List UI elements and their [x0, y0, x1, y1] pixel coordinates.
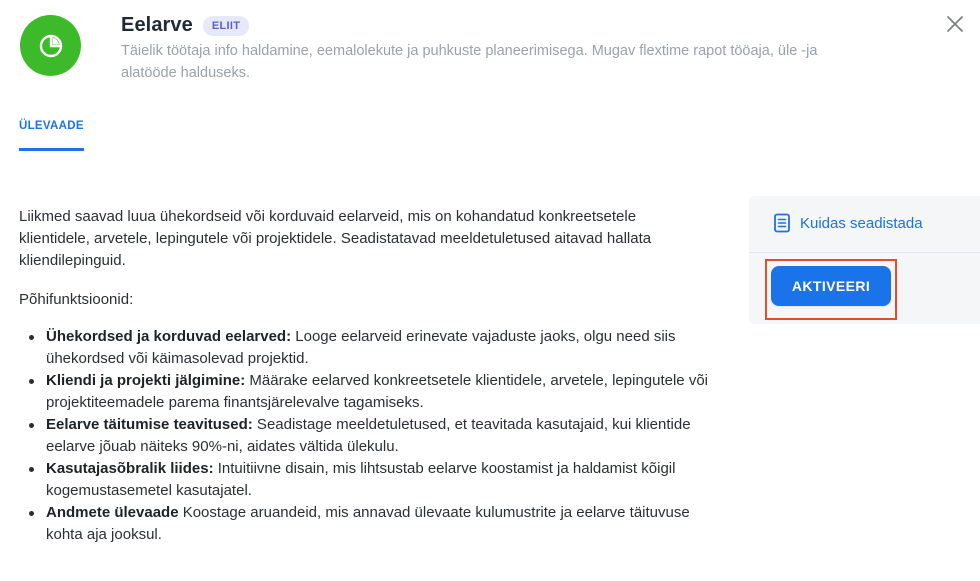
app-description: Täielik töötaja info haldamine, eemalolekute ja puhkuste planeerimisega. Mugav flextime rapot tööaja, üle -ja alatööde halduseks.	[121, 43, 818, 81]
overview-content	[19, 206, 709, 546]
feature-title: Kliendi ja projekti jälgimine:	[46, 372, 246, 389]
action-panel	[749, 196, 980, 324]
feature-text: Seadistage meeldetuletused, et teavitada kasutajaid, kui klientide eelarve jõuab näiteks 90%-ni, aidates vältida ülekulu.	[46, 416, 691, 455]
list-item	[19, 458, 709, 502]
tier-badge: ELIIT	[203, 16, 249, 36]
list-item	[19, 414, 709, 458]
intro-paragraph: Liikmed saavad luua ühekordseid või korduvaid eelarveid, mis on kohandatud konkreetsetele klientidele, arvetele, lepingutele või projektidele. Seadistatavad meeldetuletused aitavad hallata kliendilepinguid.	[19, 208, 652, 269]
title-row	[121, 14, 249, 37]
divider	[749, 252, 980, 253]
how-to-setup-label: Kuidas seadistada	[800, 214, 923, 232]
feature-text: Koostage aruandeid, mis annavad ülevaate kulumustrite ja eelarve täituvuse kohta aja jooksul.	[46, 504, 690, 543]
how-to-setup-link[interactable]	[773, 213, 923, 233]
list-item	[19, 326, 709, 370]
feature-list	[19, 326, 709, 546]
pie-chart-icon	[20, 15, 81, 76]
close-button[interactable]	[944, 13, 966, 35]
activate-button[interactable]: AKTIVEERI	[771, 266, 891, 306]
feature-text: Looge eelarveid erinevate vajaduste jaoks, olgu need siis ühekordsed või käimasolevad projektid.	[46, 328, 676, 367]
close-icon	[946, 15, 964, 33]
feature-text: Määrake eelarved konkreetsetele klientidele, arvetele, lepingutele või projektiteemadele parema finantsjärelevalve tagamiseks.	[46, 372, 708, 411]
list-item	[19, 502, 709, 546]
tab-overview[interactable]: ÜLEVAADE	[19, 120, 84, 132]
active-tab-indicator	[19, 148, 84, 151]
document-icon	[773, 213, 791, 233]
feature-title: Ühekordsed ja korduvad eelarved:	[46, 328, 292, 345]
features-heading: Põhifunktsioonid:	[19, 291, 134, 308]
feature-title: Eelarve täitumise teavitused:	[46, 416, 253, 433]
feature-text: Intuitiivne disain, mis lihtsustab eelarve koostamist ja haldamist kõigil kogemustasemetel kasutajatel.	[46, 460, 676, 499]
list-item	[19, 370, 709, 414]
app-title: Eelarve	[121, 14, 193, 36]
feature-title: Andmete ülevaade	[46, 504, 179, 521]
feature-title: Kasutajasõbralik liides:	[46, 460, 214, 477]
